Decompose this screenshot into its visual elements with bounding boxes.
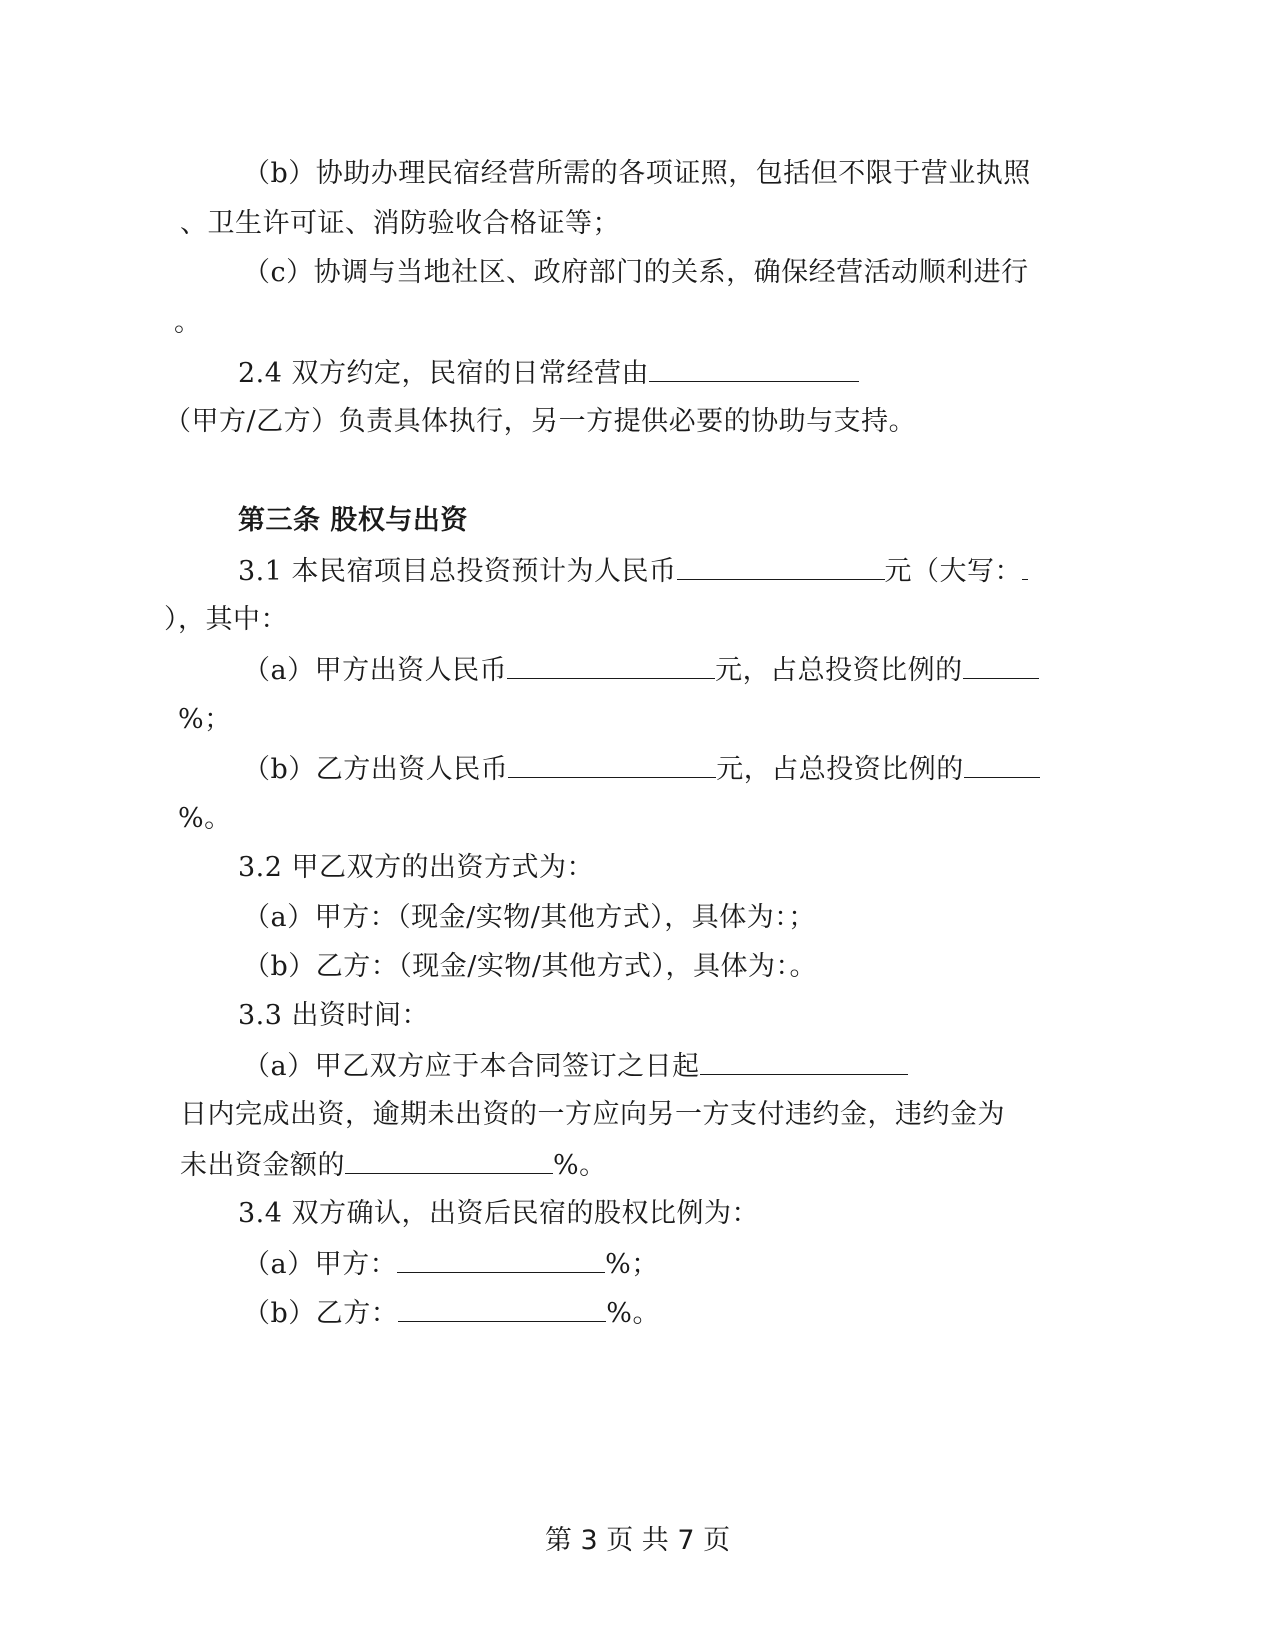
clause-3-2-a <box>243 900 816 936</box>
clause-3-1-a-line-2 <box>178 702 232 738</box>
clause-text: 3.1 本民宿项目总投资预计为人民币 <box>238 556 677 587</box>
clause-text: %。 <box>606 1298 660 1329</box>
clause-text: 元（大写： <box>884 556 1023 587</box>
clause-text: 元，占总投资比例的 <box>715 655 963 686</box>
clause-text: （b）乙方：（现金/实物/其他方式），具体为：。 <box>243 951 817 982</box>
blank-line <box>649 355 859 382</box>
clause-text: 未出资金额的 <box>180 1150 345 1181</box>
clause-text: 。 <box>174 307 202 338</box>
clause-3-1-line-2 <box>164 602 288 638</box>
blank-line <box>397 1246 605 1273</box>
clause-text: ），其中： <box>164 604 288 635</box>
page-footer <box>0 1523 1275 1559</box>
clause-text: （c）协调与当地社区、政府部门的关系，确保经营活动顺利进行 <box>243 257 1029 288</box>
clause-3-4-a <box>243 1246 659 1283</box>
clause-text: 、卫生许可证、消防验收合格证等； <box>180 208 620 239</box>
clause-3-1-a-line-1 <box>243 652 1039 689</box>
section-title: 第三条 股权与出资 <box>238 505 468 536</box>
blank-line <box>964 751 1040 778</box>
clause-text: （b）乙方： <box>243 1298 399 1329</box>
clause-3-2-b <box>243 949 817 985</box>
clause-3-1-b-line-2 <box>178 801 232 837</box>
clause-text: （a）甲方出资人民币 <box>243 655 508 686</box>
blank-line <box>700 1048 908 1075</box>
clause-2-3-b-line-2 <box>180 206 620 242</box>
clause-3-1-b-line-1 <box>243 751 1040 788</box>
blank-line <box>507 652 715 679</box>
clause-3-3-a-line-3 <box>180 1147 607 1184</box>
clause-text: %。 <box>553 1150 607 1181</box>
clause-3-3 <box>238 998 429 1034</box>
clause-2-3-c-line-1 <box>243 255 1029 291</box>
clause-text: 2.4 双方约定，民宿的日常经营由 <box>238 358 650 389</box>
clause-text: 日内完成出资，逾期未出资的一方应向另一方支付违约金，违约金为 <box>180 1099 1005 1130</box>
clause-text: %； <box>605 1249 659 1280</box>
clause-3-1-line-1 <box>238 553 1028 590</box>
section-heading <box>238 503 468 539</box>
clause-text: （甲方/乙方）负责具体执行，另一方提供必要的协助与支持。 <box>164 406 917 437</box>
blank-line <box>345 1147 553 1174</box>
clause-3-4 <box>238 1196 759 1232</box>
clause-text: （b）协助办理民宿经营所需的各项证照，包括但不限于营业执照 <box>243 158 1031 189</box>
clause-2-4-line-2 <box>164 404 916 440</box>
clause-3-4-b <box>243 1295 660 1332</box>
clause-text: %； <box>178 704 232 735</box>
clause-3-3-a-line-2 <box>180 1097 1005 1133</box>
clause-text: 3.4 双方确认，出资后民宿的股权比例为： <box>238 1198 760 1229</box>
clause-text: %。 <box>178 803 232 834</box>
clause-text: （a）甲方： <box>243 1249 398 1280</box>
clause-2-4-line-1 <box>238 355 859 392</box>
clause-text: （b）乙方出资人民币 <box>243 754 509 785</box>
blank-line <box>1022 553 1028 580</box>
blank-line <box>508 751 716 778</box>
clause-2-3-c-line-2 <box>174 305 202 341</box>
clause-text: 3.3 出资时间： <box>238 1000 430 1031</box>
clause-text: 3.2 甲乙双方的出资方式为： <box>238 852 595 883</box>
blank-line <box>963 652 1039 679</box>
clause-text: （a）甲乙双方应于本合同签订之日起 <box>243 1051 700 1082</box>
clause-text: 元，占总投资比例的 <box>716 754 964 785</box>
clause-2-3-b-line-1 <box>243 156 1031 192</box>
clause-text: （a）甲方：（现金/实物/其他方式），具体为：； <box>243 902 816 933</box>
clause-3-3-a-line-1 <box>243 1048 908 1085</box>
page-number: 第 3 页 共 7 页 <box>544 1525 731 1556</box>
clause-3-2 <box>238 850 594 886</box>
blank-line <box>398 1295 606 1322</box>
blank-line <box>677 553 885 580</box>
